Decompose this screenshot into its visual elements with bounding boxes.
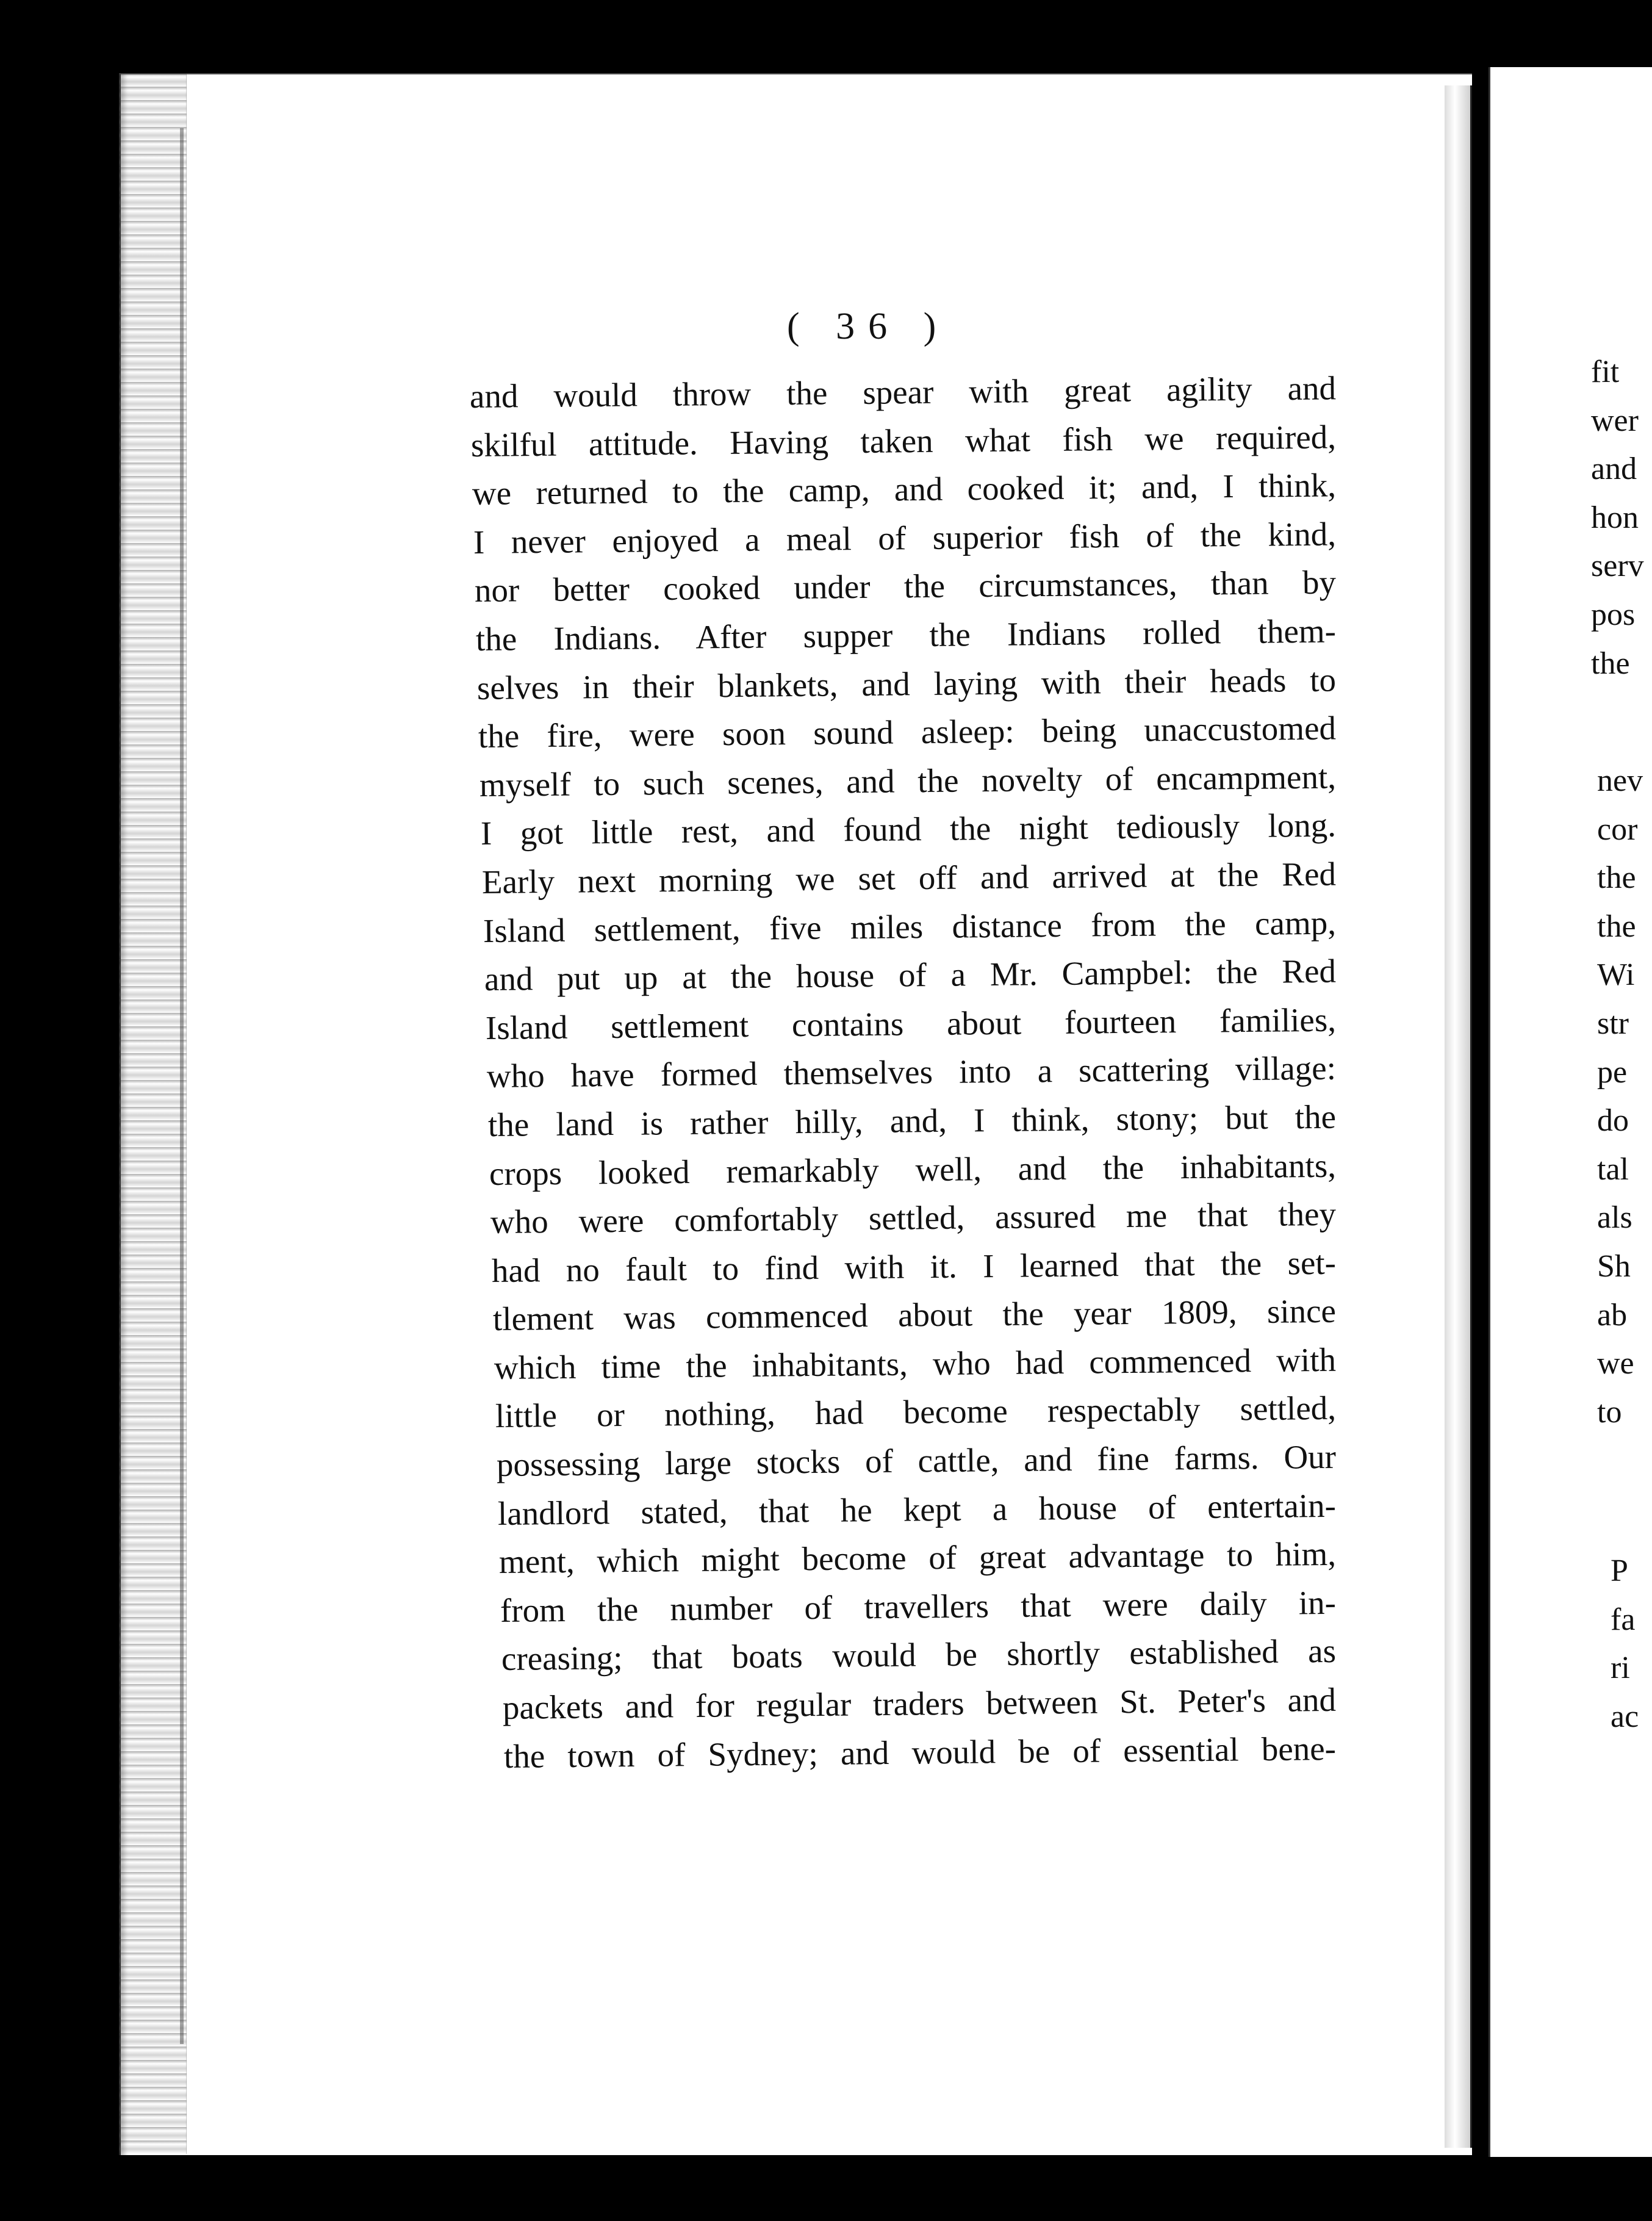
text-line: the town of Sydney; and would be of essential bene- [503,1729,1337,1775]
facing-page-fragment: pe [1597,1054,1628,1090]
text-line: packets and for regular traders between St. Peter's and [502,1680,1337,1727]
text-line: nor better cooked under the circumstances, than by [474,563,1337,610]
text-line: tlement was commenced about the year 1809, since [492,1292,1337,1338]
facing-page-fragment: serv [1591,549,1644,584]
worn-page-edge [119,73,187,2154]
page-edge-shadow [180,128,184,2044]
facing-page-fragment: nev [1597,763,1643,798]
facing-page-fragment: pos [1591,597,1636,632]
facing-page-fragment: ri [1611,1650,1630,1686]
text-line: Island settlement, five miles distance from the camp, [483,904,1337,949]
text-line: from the number of travellers that were daily in- [500,1583,1337,1629]
facing-page-fragment: als [1597,1200,1632,1236]
body-text [469,369,1337,1780]
facing-page-fragment: wer [1591,403,1639,438]
facing-page-fragment: P [1611,1553,1628,1588]
text-line: Island settlement contains about fourteen families, [485,1001,1337,1046]
facing-page-fragments-middle [1597,757,1652,1436]
text-line: I got little rest, and found the night tediously long. [480,806,1337,852]
text-line: the land is rather hilly, and, I think, stony; but the [487,1098,1337,1143]
facing-page-fragment: and [1591,452,1637,487]
facing-page-fragment: hon [1591,500,1639,535]
text-line: myself to such scenes, and the novelty of encampment, [479,758,1337,804]
text-line: selves in their blankets, and laying with their heads to [476,661,1337,707]
text-line: the Indians. After supper the Indians rolled them- [475,612,1337,658]
text-line: the fire, were soon sound asleep: being unaccustomed [478,709,1337,755]
text-line: possessing large stocks of cattle, and fine farms. Our [496,1438,1337,1484]
facing-page-fragment: fit [1591,355,1620,389]
text-line: creasing; that boats would be shortly established as [501,1632,1337,1678]
facing-page-fragment: Wi [1597,957,1635,993]
text-line: Early next morning we set off and arrived at the Red [481,855,1337,901]
facing-page-fragments-bottom [1611,1547,1652,1741]
text-line: which time the inhabitants, who had commenced with [494,1341,1337,1386]
facing-page-fragment: ac [1611,1699,1639,1734]
facing-page-fragment: ab [1597,1297,1628,1333]
facing-page-fragment: str [1597,1006,1629,1041]
text-line: I never enjoyed a meal of superior fish of the kind, [473,515,1337,561]
text-line: little or nothing, had become respectably settled, [495,1389,1337,1435]
text-line: crops looked remarkably well, and the inhabitants, [489,1146,1337,1192]
facing-page-fragment: Sh [1597,1248,1631,1284]
facing-page-fragment: cor [1597,812,1638,847]
text-line: and would throw the spear with great agility and [469,369,1337,415]
facing-page-fragment: the [1597,909,1636,944]
text-line: and put up at the house of a Mr. Campbel: the Red [484,952,1337,998]
text-line: we returned to the camp, and cooked it; and, I think, [472,466,1337,513]
facing-page-fragment: we [1597,1346,1634,1381]
facing-page-fragment: tal [1597,1151,1629,1187]
text-line: had no fault to find with it. I learned that the set- [491,1244,1337,1289]
facing-page-fragment: do [1597,1103,1629,1139]
facing-page-fragments-top [1591,348,1652,688]
text-line: skilful attitude. Having taken what fish we required, [470,417,1337,464]
text-line: landlord stated, that he kept a house of entertain- [497,1486,1337,1532]
text-line: ment, which might become of great advantage to him, [498,1535,1337,1581]
facing-page-fragment: fa [1611,1602,1636,1637]
facing-page-fragment: the [1591,646,1630,681]
facing-page-fragment: to [1597,1394,1622,1430]
page-number: ( 36 ) [787,306,950,347]
page-gutter [1445,85,1472,2148]
text-line: who have formed themselves into a scattering village: [486,1049,1337,1095]
text-line: who were comfortably settled, assured me that they [490,1195,1337,1241]
facing-page-fragment: the [1597,860,1636,896]
